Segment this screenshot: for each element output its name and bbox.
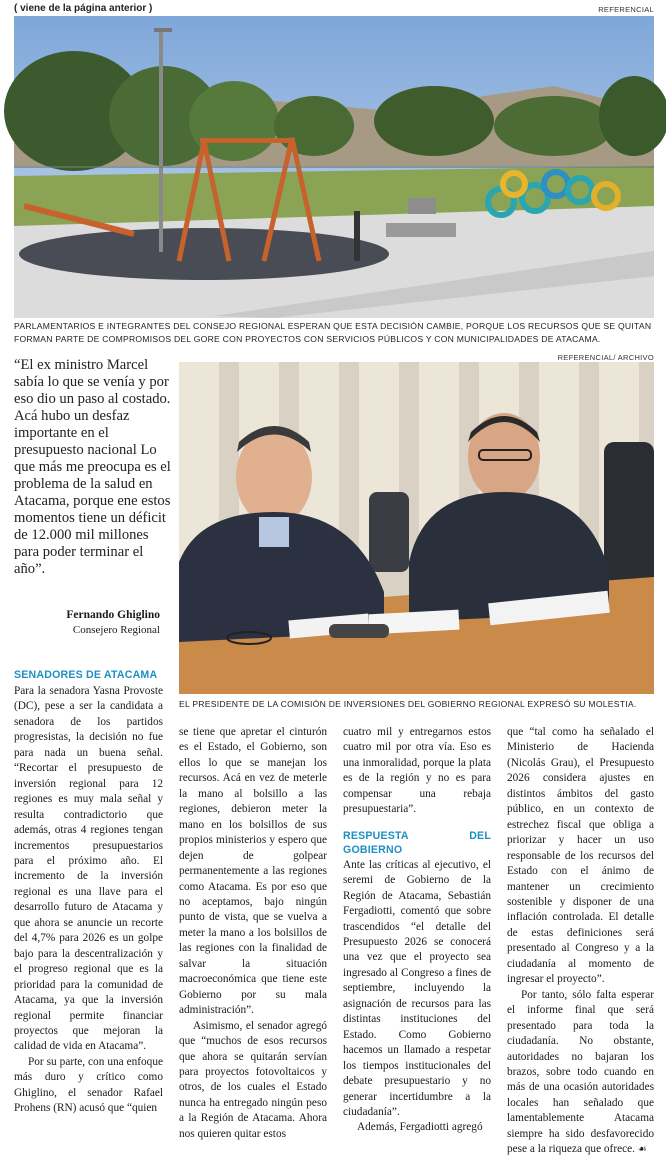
article-paragraph: se tiene que apretar el cinturón es el Estado, el Gobierno, son ellos lo que se manejan los recursos. Acá en vez de meterle la mano al bolsillo a las regiones, debieron meter la mano en los bolsillos de sus propios ministerios y espero que dejen de golpear permanentemente a las regiones como Atacama. Es por eso que no aceptamos, bajo ningún punto de vista, que se vuelva a meter la mano a los bolsillos de las regiones con la finalidad de salvar la situación macroeconómica que tiene este Gobierno por su mala administración”. bbox=[179, 726, 327, 1017]
article-paragraph bbox=[507, 988, 654, 1158]
continued-from-previous-page: ( viene de la página anterior ) bbox=[14, 3, 153, 14]
meeting-photo bbox=[179, 362, 654, 694]
photo-credit-top: REFERENCIAL bbox=[598, 5, 654, 14]
article-paragraph: que “tal como ha señalado el Ministerio de Hacienda (Nicolás Grau), el Presupuesto 2026 considera ajustes en distintos ámbitos del gasto público, en un contexto de estrechez fiscal que obliga a priorizar y hacer un uso responsable de los recursos del Estado con el ánimo de mantener un crecimiento sostenible y disponer de una inflación controlada. El detalle de estas definiciones será presentado al Congreso y a la ciudadanía al momento de ingresar el proyecto”. bbox=[507, 726, 654, 986]
meeting-photo-illustration bbox=[179, 362, 654, 694]
park-photo-illustration bbox=[14, 16, 654, 318]
article-column-2 bbox=[179, 725, 327, 1142]
park-photo bbox=[14, 16, 654, 318]
article-column-3 bbox=[343, 725, 491, 1136]
article-paragraph: Además, Fergadiotti agregó bbox=[357, 1121, 483, 1134]
pull-quote-text: “El ex ministro Marcel sabía lo que se venía y por eso dio un paso al costado. Acá hubo un desfaz importante en el presupuesto nacional Lo que más me preocupa es el problema de la salud en Atacama, porque ene estos momentos tiene un déficit de 12.000 mil millones para poder terminar el año”. bbox=[14, 357, 171, 577]
article-paragraph: Por su parte, con una enfoque más duro y crítico como Ghiglino, el senador Rafael Prohens (RN) acusó que “quien bbox=[14, 1055, 163, 1115]
meeting-photo-caption: EL PRESIDENTE DE LA COMISIÓN DE INVERSIONES DEL GOBIERNO REGIONAL EXPRESÓ SU MOLESTIA. bbox=[179, 699, 637, 709]
article-paragraph: Ante las críticas al ejecutivo, el seremi de Gobierno de la Región de Atacama, Sebastián Fergadiotti, comentó que sobre trascendidos “el detalle del Presupuesto 2026 se conocerá una vez que el proyecto sea ingresado al Congreso a fines de septiembre, incluyendo la asignación de recursos para las distintas instituciones del Estado. Como Gobierno hacemos un llamado a respetar los tiempos institucionales del debate presupuestario y no generar incertidumbre a la ciudadanía”. bbox=[343, 858, 491, 1118]
article-paragraph: Asimismo, el senador agregó que “muchos de esos recursos que ahora se quitarán servían para proyectos fotovoltaicos y otros, de los cuales el Estado nunca ha entregado ningún peso a la Región de Atacama. Ahora nos quieren quitar estos bbox=[179, 1019, 327, 1140]
article-column-4 bbox=[507, 725, 654, 1158]
section-heading-senadores: SENADORES DE ATACAMA bbox=[14, 669, 158, 681]
article-column-1 bbox=[14, 668, 163, 1117]
article-paragraph: cuatro mil y entregarnos estos cuatro mil por otra vía. Eso es una inmoralidad, porque la plata es de la región y no es para compensar una rebaja presupuestaria”. bbox=[343, 726, 491, 816]
end-of-article-icon: ☙ bbox=[637, 1144, 647, 1156]
photo-credit-middle: REFERENCIAL/ ARCHIVO bbox=[557, 353, 654, 362]
article-paragraph-text: Por tanto, sólo falta esperar el informe final que será presentado para toda la ciudadanía. No obstante, autoridades no bajaran los brazos, sobre todo cuando en más de una ocasión autoridades locales han señalado que lamentablemente Atacama siempre ha sido desfavorecido pese a la riqueza que ofrece. bbox=[507, 988, 654, 1156]
park-photo-caption: PARLAMENTARIOS E INTEGRANTES DEL CONSEJO REGIONAL ESPERAN QUE ESTA DECISIÓN CAMBIE, PORQUE LOS RECURSOS QUE SE QUITAN FORMAN PARTE DE COMPROMISOS DEL GORE CON PROYECTOS CON SERVICIOS PÚBLICOS Y CON MUNICIPALIDADES DE ATACAMA. bbox=[14, 321, 652, 344]
pull-quote-role: Consejero Regional bbox=[72, 624, 160, 636]
pull-quote-author: Fernando Ghiglino bbox=[66, 609, 160, 621]
section-heading-respuesta: RESPUESTA DEL GOBIERNO bbox=[343, 829, 491, 856]
article-paragraph: Para la senadora Yasna Provoste (DC), pese a ser la candidata a senadora de los partidos progresistas, la decisión no fue para nada un buena señal. “Recortar el presupuesto de inversión regional para 12 regiones es muy mala señal y resulta contradictorio que además, otras 4 regiones tengan incrementos presupuestarios para el próximo año. El incremento de la inversión regional es una llave para el desarrollo futuro de Atacama y que ahora se anuncie un recorte del 4,7% para 2026 es un golpe bajo para la descentralización y el progreso regional que es la prioridad para la comunidad de Atacama, ya que la inversión regional permite financiar proyectos que mejoran la calidad de vida en Atacama”. bbox=[14, 685, 163, 1053]
pull-quote bbox=[14, 357, 172, 578]
